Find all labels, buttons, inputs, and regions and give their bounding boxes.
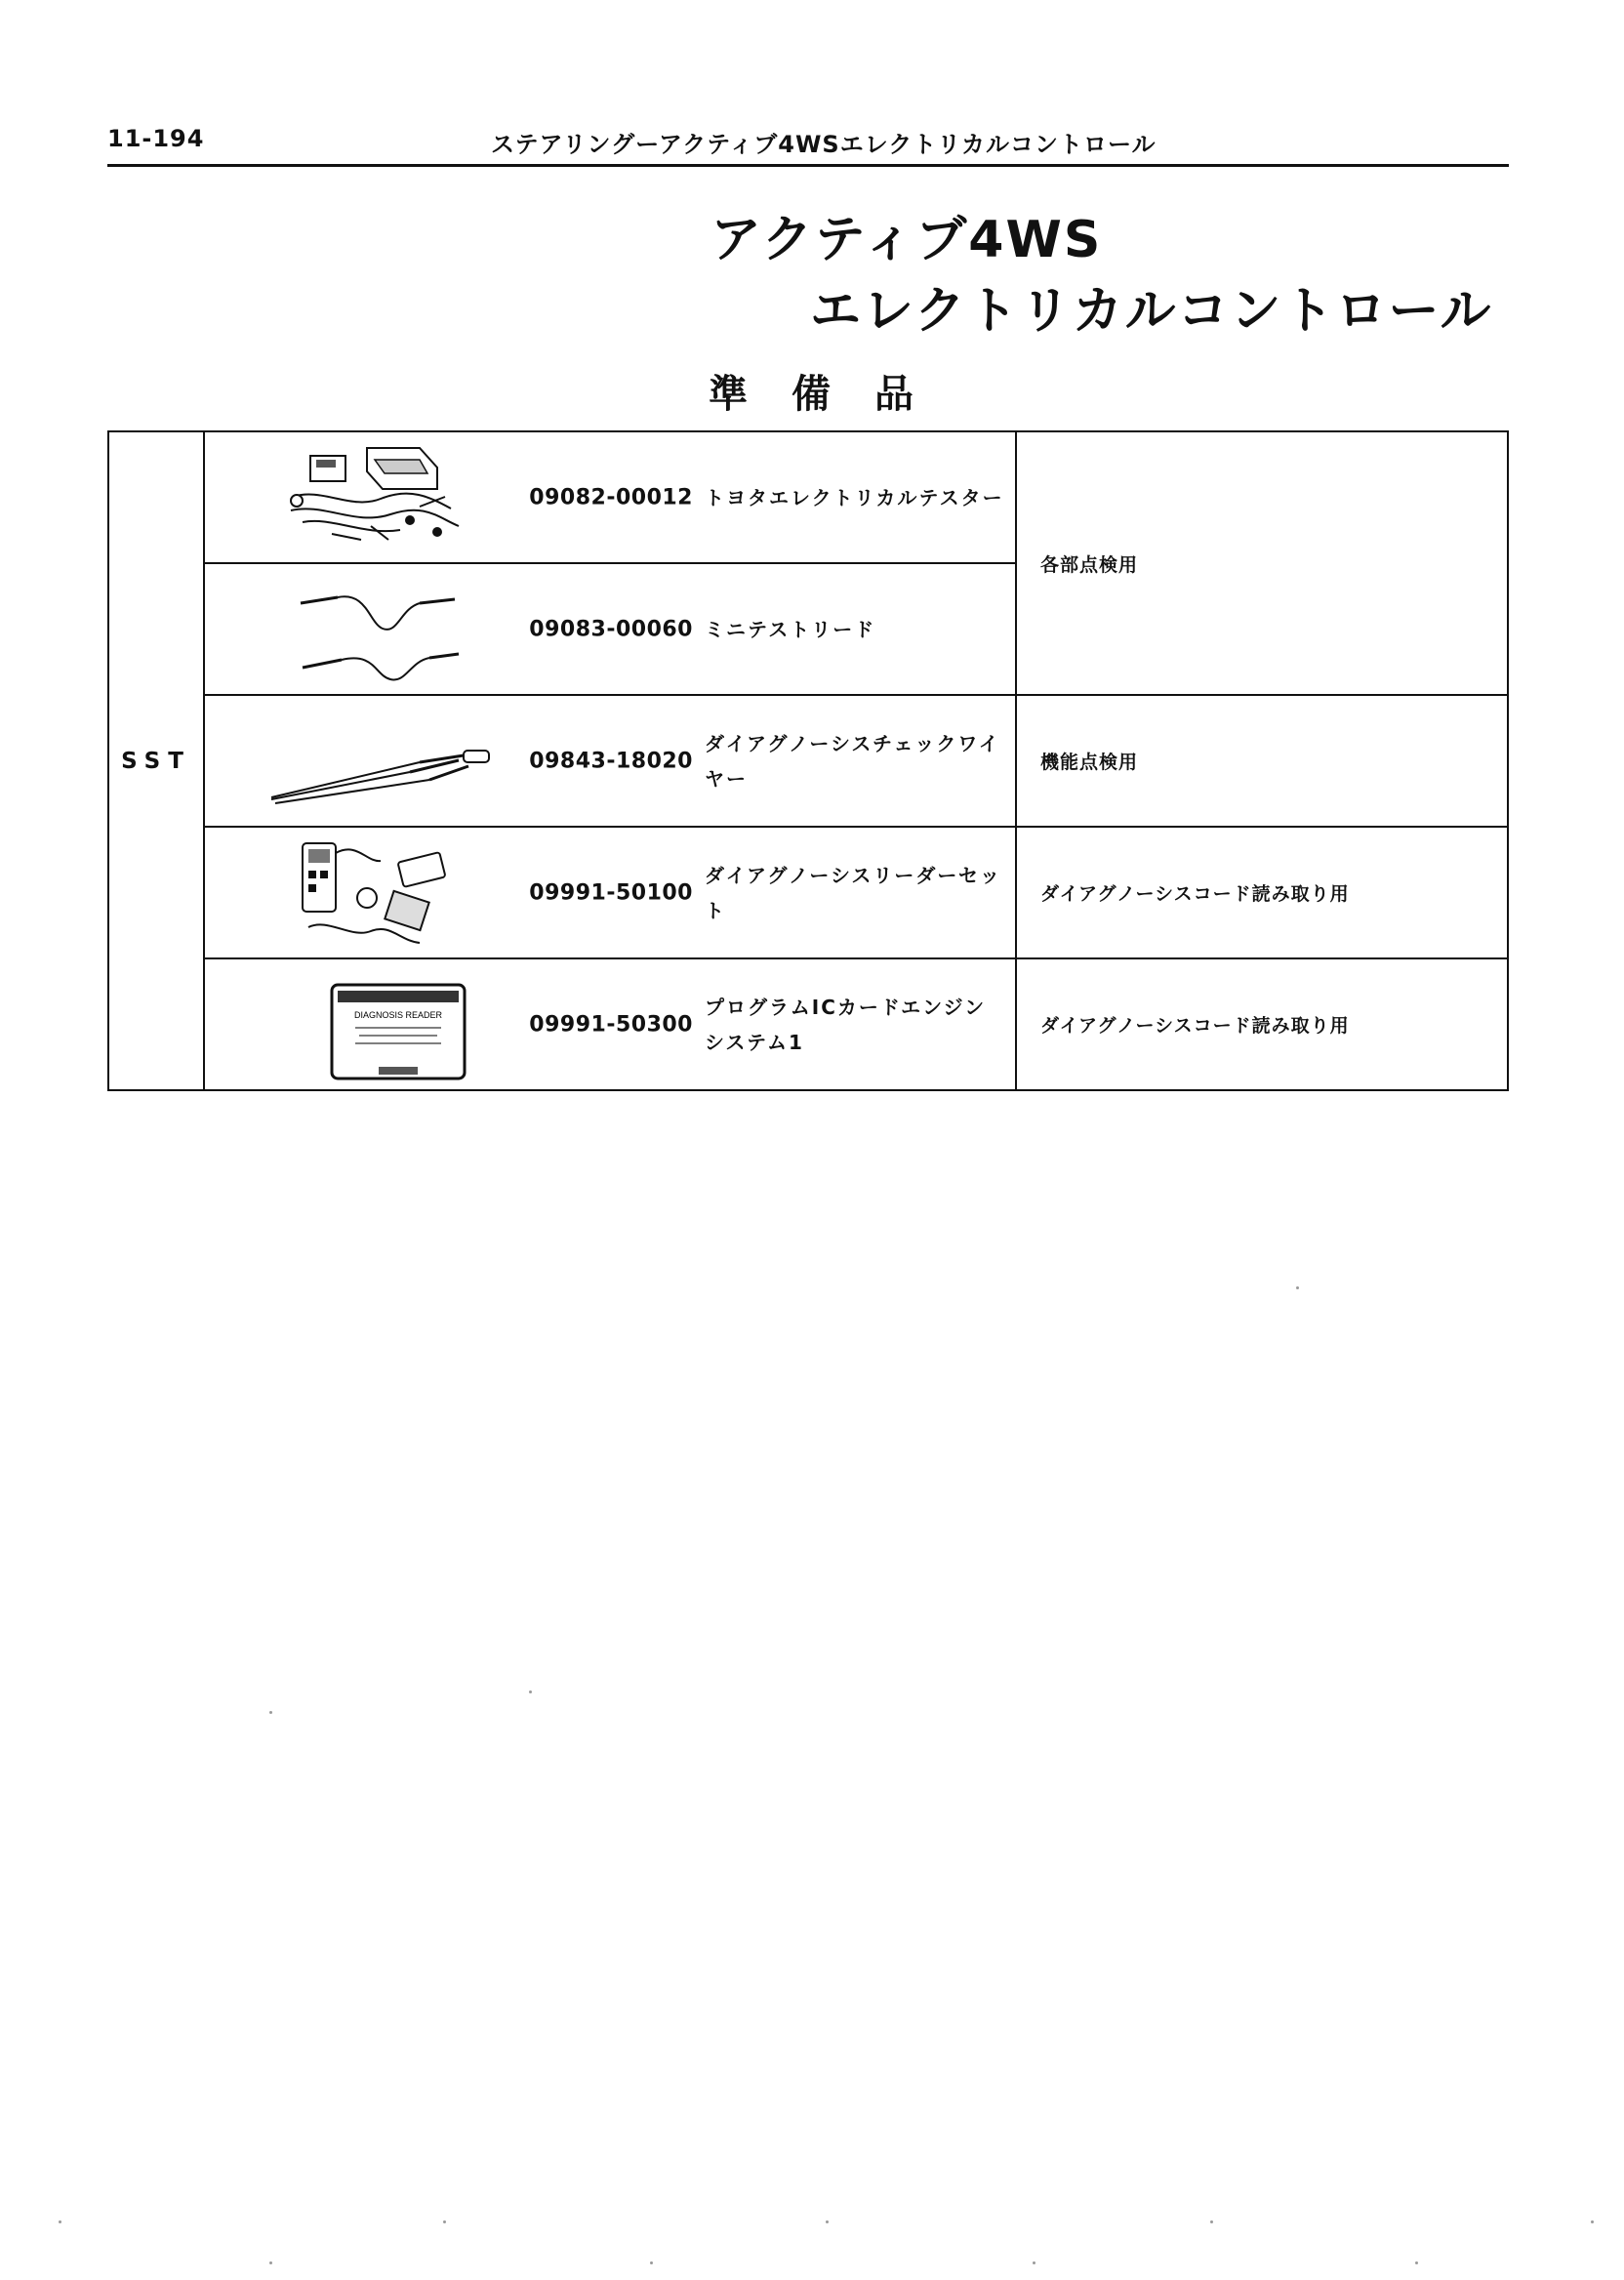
scan-speck bbox=[269, 2261, 272, 2264]
page-title-line1: アクティブ4WS bbox=[710, 211, 1103, 269]
part-number: 09843-18020 bbox=[529, 749, 693, 773]
section-title: 準備品 bbox=[709, 372, 957, 417]
card-label: DIAGNOSIS READER bbox=[353, 1010, 443, 1020]
use-cell: 各部点検用 bbox=[1016, 431, 1508, 695]
table-row bbox=[108, 827, 1508, 958]
scan-speck bbox=[529, 1690, 532, 1693]
reader-set-image bbox=[273, 834, 468, 951]
part-number: 09991-50100 bbox=[529, 880, 693, 905]
tool-cell bbox=[204, 431, 1016, 563]
category-cell: SST bbox=[108, 431, 204, 1090]
tool-cell bbox=[204, 958, 1016, 1090]
part-name: トヨタエレクトリカルテスター bbox=[705, 485, 1004, 509]
table-row bbox=[108, 958, 1508, 1090]
part-name: ダイアグノーシスリーダーセット bbox=[705, 863, 1001, 922]
tool-cell bbox=[204, 827, 1016, 958]
scan-speck bbox=[1415, 2261, 1418, 2264]
scan-speck bbox=[826, 2220, 829, 2223]
scan-speck bbox=[269, 1711, 272, 1714]
running-title: ステアリングーアクティブ4WSエレクトリカルコントロール bbox=[491, 131, 1157, 158]
use-cell: ダイアグノーシスコード読み取り用 bbox=[1016, 958, 1508, 1090]
ic-card-image bbox=[273, 965, 468, 1082]
scan-speck bbox=[443, 2220, 446, 2223]
use-cell: 機能点検用 bbox=[1016, 695, 1508, 827]
page-header bbox=[107, 125, 1509, 167]
part-number: 09991-50300 bbox=[529, 1012, 693, 1037]
electrical-tester-image bbox=[273, 438, 468, 555]
part-number: 09082-00012 bbox=[529, 485, 693, 509]
scan-speck bbox=[1591, 2220, 1594, 2223]
use-cell: ダイアグノーシスコード読み取り用 bbox=[1016, 827, 1508, 958]
sst-table bbox=[107, 430, 1509, 1091]
tool-cell bbox=[204, 563, 1016, 695]
part-name: ダイアグノーシスチェックワイヤー bbox=[705, 731, 1000, 791]
scan-speck bbox=[59, 2220, 61, 2223]
part-name: プログラムICカードエンジンシステム1 bbox=[705, 995, 987, 1054]
table-row bbox=[108, 695, 1508, 827]
page-title-line2: エレクトリカルコントロール bbox=[810, 282, 1493, 341]
scan-speck bbox=[650, 2261, 653, 2264]
page-number: 11-194 bbox=[107, 125, 205, 152]
scan-speck bbox=[1296, 1286, 1299, 1289]
tool-cell bbox=[204, 695, 1016, 827]
check-wire-image bbox=[264, 702, 498, 819]
part-name: ミニテストリード bbox=[705, 617, 876, 641]
scan-speck bbox=[1033, 2261, 1035, 2264]
scan-speck bbox=[1210, 2220, 1213, 2223]
table-row bbox=[108, 431, 1508, 563]
mini-test-lead-image bbox=[273, 570, 468, 687]
part-number: 09083-00060 bbox=[529, 617, 693, 641]
